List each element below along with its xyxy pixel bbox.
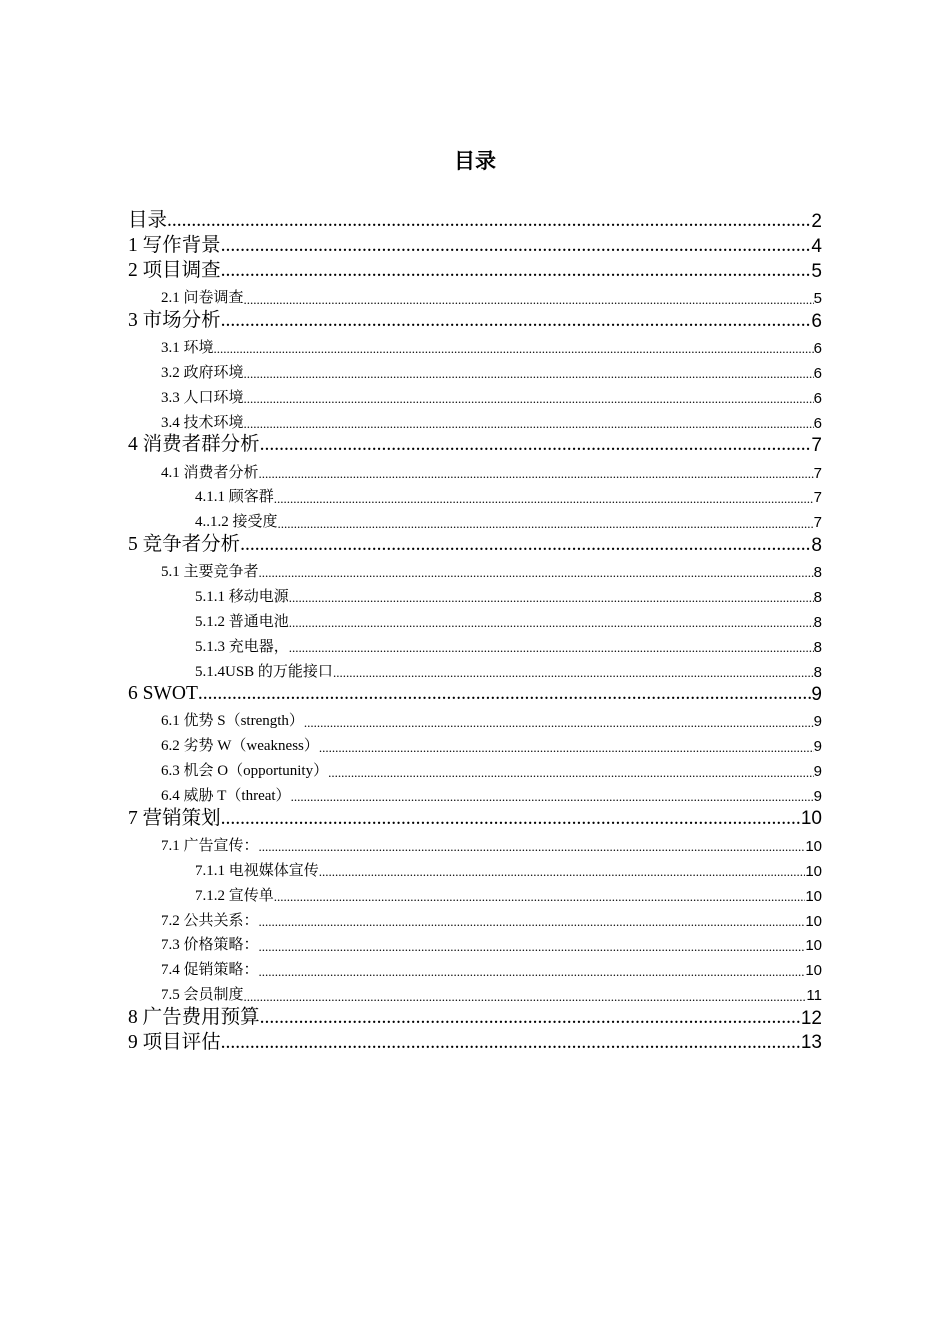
toc-page-number: 9 [813,713,822,731]
toc-page-number: 4 [811,235,822,257]
toc-dot-leader [259,840,806,855]
toc-page-number: 8 [813,589,822,606]
toc-entry[interactable] [128,308,822,333]
toc-page-number: 10 [805,837,822,855]
toc-entry-label: 3.4 技术环境 [161,414,244,431]
toc-page-number: 10 [805,912,822,930]
toc-page-number: 8 [813,564,822,582]
toc-dot-leader [328,766,814,781]
toc-entry[interactable] [128,606,822,631]
toc-entry[interactable] [128,482,822,507]
toc-dot-leader [198,683,812,705]
toc-dot-leader [304,716,814,731]
toc-entry-label: 7.1.2 宣传单 [195,887,274,904]
toc-dot-leader [319,741,814,756]
toc-entry[interactable] [128,681,822,706]
toc-page-number: 8 [813,638,822,656]
toc-entry-label: 3 市场分析 [128,310,221,332]
toc-dot-leader [240,534,811,556]
toc-entry-label: 5.1.2 普通电池 [195,613,289,630]
toc-entry[interactable] [128,656,822,681]
toc-entry-label: 5.1.1 移动电源 [195,589,289,605]
toc-page-number: 9 [813,763,822,781]
toc-entry[interactable] [128,556,822,581]
toc-dot-leader [274,492,814,507]
toc-entry[interactable] [128,780,822,805]
toc-entry-label: 目录 [128,210,168,232]
toc-entry-label: 3.3 人口环境 [161,389,244,406]
toc-entry[interactable] [128,382,822,407]
toc-entry[interactable] [128,805,822,830]
toc-page-number: 10 [805,887,822,905]
toc-entry-label: 8 广告费用预算 [128,1006,260,1028]
toc-entry[interactable] [128,955,822,980]
toc-page-number: 2 [811,211,822,233]
toc-page-number: 8 [813,613,822,631]
toc-entry-label: 1 写作背景 [128,235,221,257]
toc-page-number: 7 [813,489,822,507]
toc-entry[interactable] [128,706,822,731]
toc-dot-leader [289,641,814,656]
toc-entry[interactable] [128,258,822,283]
toc-page-number: 9 [811,683,822,705]
toc-entry[interactable] [128,905,822,930]
toc-entry[interactable] [128,507,822,532]
toc-entry[interactable] [128,1029,822,1054]
toc-entry-label: 4 消费者群分析 [128,434,260,456]
toc-entry[interactable] [128,980,822,1005]
toc-dot-leader [333,666,814,681]
toc-dot-leader [259,467,814,482]
toc-dot-leader [221,235,812,257]
toc-entry[interactable] [128,233,822,258]
toc-entry-label: 7.2 公共关系： [161,912,259,929]
toc-dot-leader [259,915,806,930]
toc-entry[interactable] [128,756,822,781]
toc-dot-leader [291,790,814,805]
table-of-contents [128,208,822,1054]
toc-entry-label: 4..1.2 接受度 [195,514,278,531]
toc-entry-label: 3.2 政府环境 [161,364,244,381]
toc-dot-leader [289,616,814,631]
toc-entry[interactable] [128,1005,822,1030]
toc-dot-leader [289,591,814,606]
toc-dot-leader [244,293,814,308]
toc-entry-label: 7 营销策划 [128,807,221,829]
toc-entry[interactable] [128,855,822,880]
toc-page-number: 11 [806,987,822,1005]
toc-dot-leader [260,434,812,456]
toc-entry-label: 9 项目评估 [128,1031,221,1053]
toc-page-number: 8 [813,663,822,681]
toc-entry-label: 7.3 价格策略： [161,937,259,954]
toc-entry-label: 7.5 会员制度 [161,987,244,1004]
toc-page-number: 9 [813,738,822,756]
toc-page-number: 5 [813,290,822,308]
toc-entry-label: 6.1 优势 S（strength） [161,713,304,730]
toc-page-number: 6 [813,340,822,358]
toc-entry[interactable] [128,457,822,482]
toc-entry-label: 7.1 广告宣传： [161,837,259,854]
toc-dot-leader [319,865,806,880]
toc-dot-leader [244,392,814,407]
toc-entry-label: 6.2 劣势 W（weakness） [161,738,319,755]
toc-dot-leader [221,808,801,830]
toc-entry-label: 6 SWOT [128,683,198,705]
toc-dot-leader [259,566,814,581]
toc-dot-leader [244,367,814,382]
toc-dot-leader [221,260,812,282]
toc-page-number: 6 [813,364,822,382]
toc-dot-leader [274,890,806,905]
toc-page-number: 10 [805,937,822,955]
toc-heading: 目录 [454,149,496,173]
toc-page-number: 7 [813,514,822,532]
toc-dot-leader [167,210,811,232]
toc-entry-label: 5.1 主要竞争者 [161,564,259,581]
toc-entry-label: 3.1 环境 [161,340,214,357]
toc-page-number: 6 [813,414,822,432]
toc-page-number: 6 [813,389,822,407]
toc-dot-leader [260,1007,801,1029]
toc-entry-label: 2 项目调查 [128,260,221,282]
toc-page-number: 10 [805,962,822,980]
toc-page-number: 10 [800,808,822,830]
toc-entry[interactable] [128,532,822,557]
toc-page-number: 8 [811,534,822,556]
toc-page-number: 6 [811,310,822,332]
toc-dot-leader [244,417,814,432]
toc-entry[interactable] [128,407,822,432]
toc-page-number: 13 [800,1032,822,1054]
toc-page-number: 5 [811,260,822,282]
toc-page-number: 12 [800,1007,822,1029]
toc-entry-label: 7.1.1 电视媒体宣传 [195,862,319,879]
toc-entry[interactable] [128,581,822,606]
toc-page-number: 10 [805,862,822,880]
toc-entry-label: 5.1.3 充电器， [195,638,289,655]
toc-entry[interactable] [128,631,822,656]
toc-entry-label: 5 竞争者分析 [128,534,241,556]
toc-entry[interactable] [128,283,822,308]
toc-entry[interactable] [128,208,822,233]
toc-entry[interactable] [128,880,822,905]
toc-entry[interactable] [128,357,822,382]
toc-page-number: 7 [813,464,822,482]
toc-entry-label: 4.1.1 顾客群 [195,489,274,506]
toc-entry-label: 7.4 促销策略： [161,962,259,979]
toc-dot-leader [244,990,807,1005]
toc-entry-label: 2.1 问卷调查 [161,290,244,307]
toc-dot-leader [221,310,812,332]
toc-entry[interactable] [128,930,822,955]
toc-entry[interactable] [128,731,822,756]
toc-dot-leader [259,965,806,980]
toc-entry[interactable] [128,830,822,855]
toc-page-number: 9 [813,788,822,806]
toc-dot-leader [214,342,814,357]
toc-dot-leader [278,517,814,532]
toc-entry[interactable] [128,432,822,457]
toc-dot-leader [221,1032,801,1054]
toc-page-number: 7 [811,435,822,457]
toc-entry-label: 6.4 威胁 T（threat） [161,788,291,805]
toc-entry-label: 6.3 机会 O（opportunity） [161,763,329,780]
toc-entry-label: 5.1.4USB 的万能接口 [195,663,333,680]
toc-entry[interactable] [128,332,822,357]
toc-dot-leader [259,940,806,955]
toc-entry-label: 4.1 消费者分析 [161,464,259,481]
